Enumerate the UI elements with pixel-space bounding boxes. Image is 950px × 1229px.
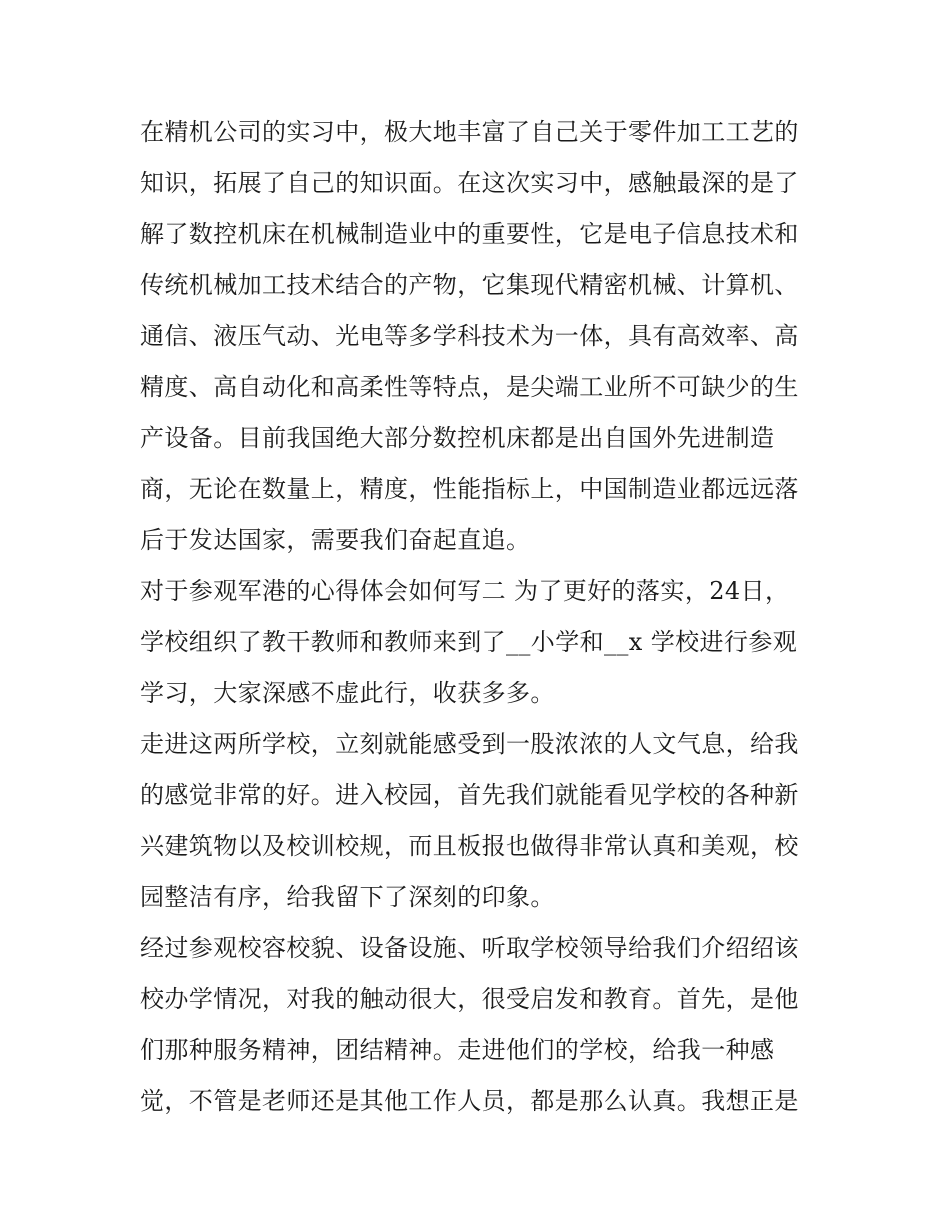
text-line: 精度、高自动化和高柔性等特点，是尖端工业所不可缺少的生: [140, 373, 799, 401]
text-line: 传统机械加工技术结合的产物，它集现代精密机械、计算机、: [140, 271, 799, 299]
text-line: 通信、液压气动、光电等多学科技术为一体，具有高效率、高: [140, 322, 799, 350]
text-line: 知识，拓展了自己的知识面。在这次实习中，感触最深的是了: [140, 169, 799, 197]
text-line: 学习，大家深感不虚此行，收获多多。: [140, 679, 555, 707]
text-line: 走进这两所学校，立刻就能感受到一股浓浓的人文气息，给我: [140, 730, 799, 758]
text-line: 解了数控机床在机械制造业中的重要性，它是电子信息技术和: [140, 220, 799, 248]
text-line: 对于参观军港的心得体会如何写二 为了更好的落实，24日，: [140, 577, 790, 605]
text-line: 兴建筑物以及校训校规，而且板报也做得非常认真和美观，校: [140, 832, 799, 860]
text-line: 学校组织了教干教师和教师来到了__小学和__x 学校进行参观: [140, 628, 798, 656]
text-line: 校办学情况，对我的触动很大，很受启发和教育。首先，是他: [140, 985, 799, 1013]
text-line: 产设备。目前我国绝大部分数控机床都是出自国外先进制造: [140, 424, 775, 452]
text-line: 们那种服务精神，团结精神。走进他们的学校，给我一种感: [140, 1036, 775, 1064]
text-line: 商，无论在数量上，精度，性能指标上，中国制造业都远远落: [140, 475, 799, 503]
text-line: 觉，不管是老师还是其他工作人员，都是那么认真。我想正是: [140, 1087, 799, 1115]
text-line: 在精机公司的实习中，极大地丰富了自己关于零件加工工艺的: [140, 118, 799, 146]
document-body: [140, 107, 820, 1127]
text-line: 园整洁有序，给我留下了深刻的印象。: [140, 883, 555, 911]
text-line: 经过参观校容校貌、设备设施、听取学校领导给我们介绍绍该: [140, 934, 799, 962]
text-line: 后于发达国家，需要我们奋起直追。: [140, 526, 531, 554]
text-line: 的感觉非常的好。进入校园，首先我们就能看见学校的各种新: [140, 781, 799, 809]
